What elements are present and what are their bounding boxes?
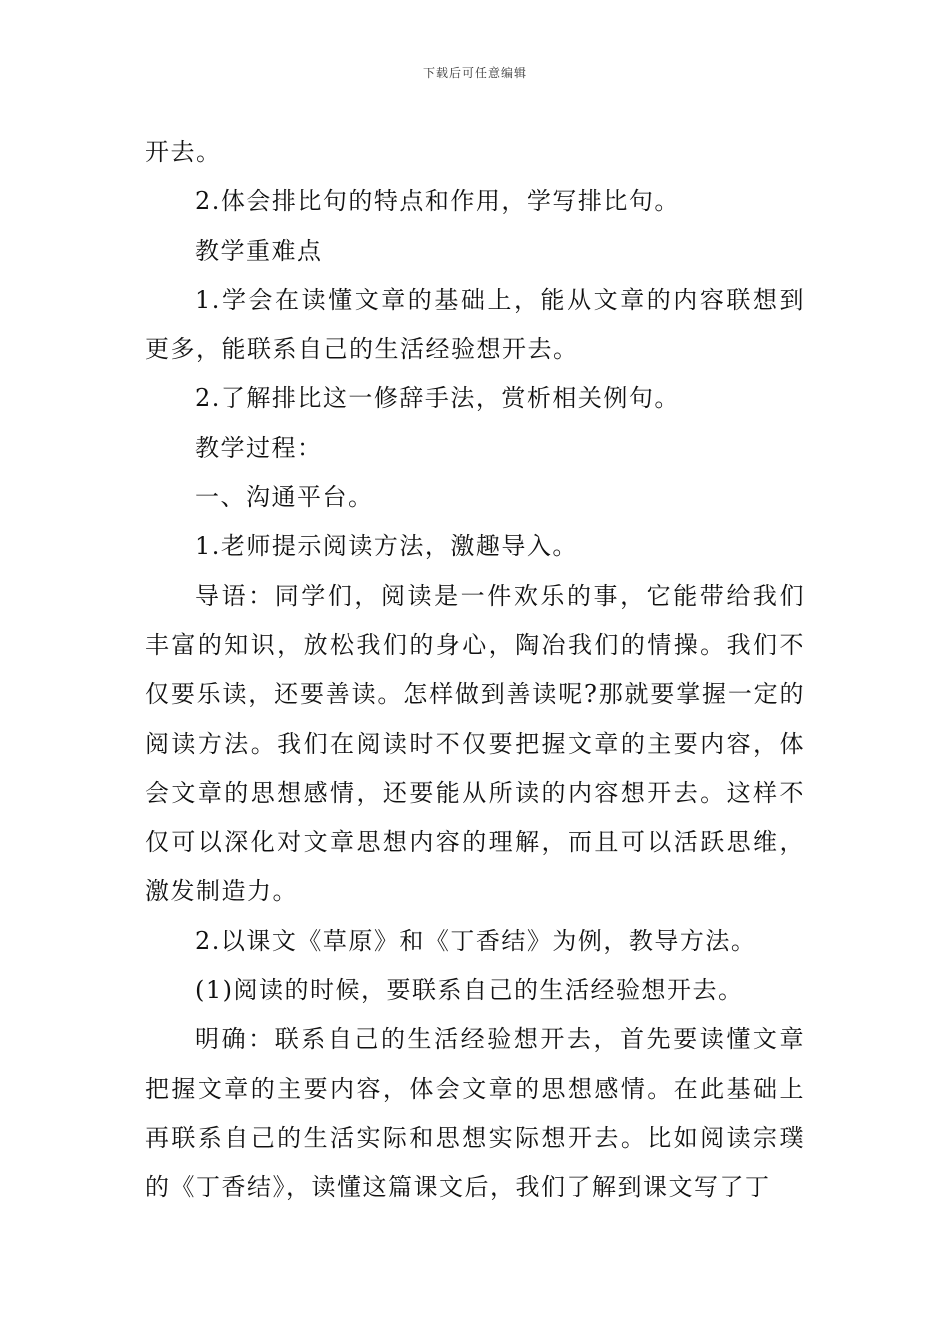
paragraph: 导语：同学们，阅读是一件欢乐的事，它能带给我们丰富的知识，放松我们的身心，陶冶我们的情操。我们不仅要乐读，还要善读。怎样做到善读呢?那就要掌握一定的阅读方法。我们在阅读时不仅要把握文章的主要内容，体会文章的思想感情，还要能从所读的内容想开去。这样不仅可以深化对文章思想内容的理解，而且可以活跃思维，激发制造力。 [145, 581, 805, 906]
section-heading: 教学重难点 [195, 236, 323, 265]
document-body [145, 128, 805, 1213]
page-header: 下载后可任意编辑 [422, 66, 527, 80]
paragraph: 1.老师提示阅读方法，激趣导入。 [195, 532, 578, 561]
paragraph: (1)阅读的时候，要联系自己的生活经验想开去。 [195, 976, 744, 1005]
section-heading: 一、沟通平台。 [195, 483, 374, 512]
paragraph: 2.以课文《草原》和《丁香结》为例，教导方法。 [195, 926, 757, 955]
paragraph: 2.了解排比这一修辞手法，赏析相关例句。 [195, 384, 680, 413]
paragraph: 明确：联系自己的生活经验想开去，首先要读懂文章把握文章的主要内容，体会文章的思想感情。在此基础上再联系自己的生活实际和思想实际想开去。比如阅读宗璞的《丁香结》，读懂这篇课文后，我们了解到课文写了丁 [145, 1025, 805, 1202]
section-heading: 教学过程： [195, 433, 323, 462]
paragraph: 1.学会在读懂文章的基础上，能从文章的内容联想到更多，能联系自己的生活经验想开去。 [145, 285, 805, 364]
paragraph: 开去。 [145, 138, 222, 166]
paragraph: 2.体会排比句的特点和作用，学写排比句。 [195, 187, 680, 216]
